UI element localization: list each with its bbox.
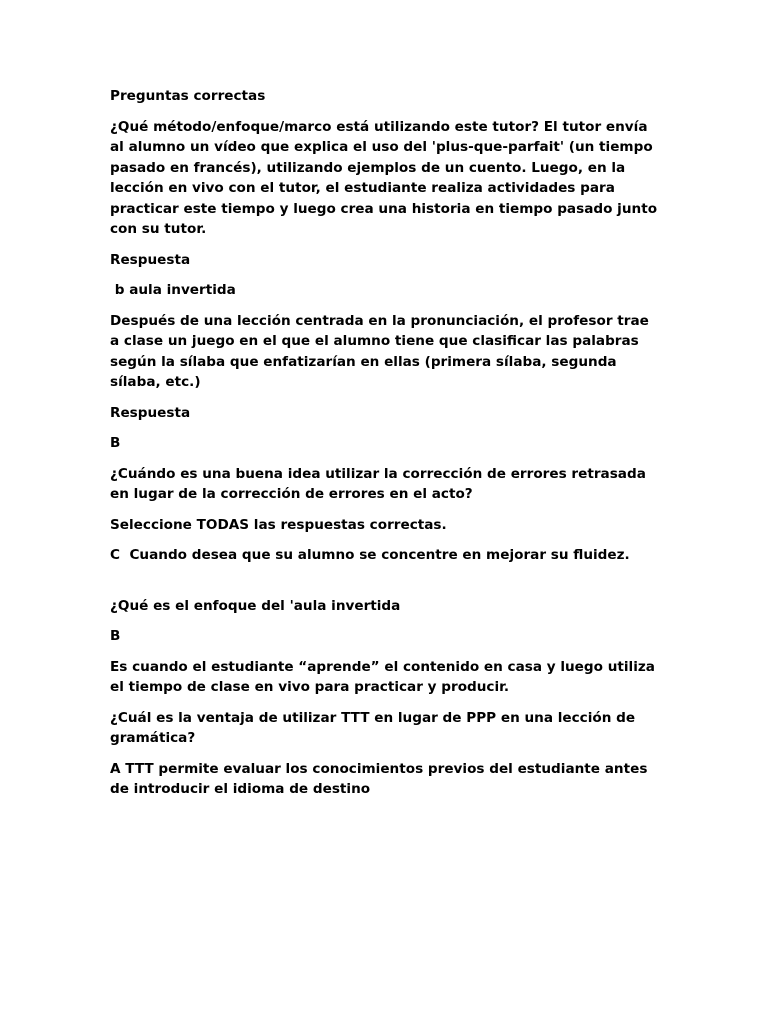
question-2: Después de una lección centrada en la pronunciación, el profesor trae a clase un juego en el que el alumno tiene que clasificar las palabras según la sílaba que enfatizarían en ellas (primera sílaba, segunda sílaba, etc.) <box>110 312 654 390</box>
answer-1: b aula invertida <box>110 282 236 298</box>
answer-label-2: Respuesta <box>110 404 191 421</box>
instruction-3: Seleccione TODAS las respuestas correctas. <box>110 516 447 533</box>
answer-label-1: Respuesta <box>110 251 191 268</box>
question-5: ¿Cuál es la ventaja de utilizar TTT en lugar de PPP en una lección de gramática? <box>110 709 640 746</box>
question-1: ¿Qué método/enfoque/marco está utilizando este tutor? El tutor envía al alumno un vídeo que explica el uso del 'plus-que-parfait' (un tiempo pasado en francés), utilizando ejemplos de un cuento. Luego, en la lección en vivo con el tutor, el estudiante realiza actividades para practicar este tiempo y luego crea una historia en tiempo pasado junto con su tutor. <box>110 118 662 237</box>
answer-4: B <box>110 628 121 644</box>
answer-5: A TTT permite evaluar los conocimientos previos del estudiante antes de introducir el idioma de destino <box>110 760 653 797</box>
section-heading: Preguntas correctas <box>110 88 266 104</box>
answer-2: B <box>110 435 121 451</box>
question-3: ¿Cuándo es una buena idea utilizar la corrección de errores retrasada en lugar de la corrección de errores en el acto? <box>110 465 651 502</box>
question-4: ¿Qué es el enfoque del 'aula invertida <box>110 597 401 614</box>
document-body <box>110 86 660 810</box>
explanation-4: Es cuando el estudiante “aprende” el contenido en casa y luego utiliza el tiempo de clase en vivo para practicar y producir. <box>110 658 660 695</box>
answer-3: C Cuando desea que su alumno se concentre en mejorar su fluidez. <box>110 547 630 563</box>
